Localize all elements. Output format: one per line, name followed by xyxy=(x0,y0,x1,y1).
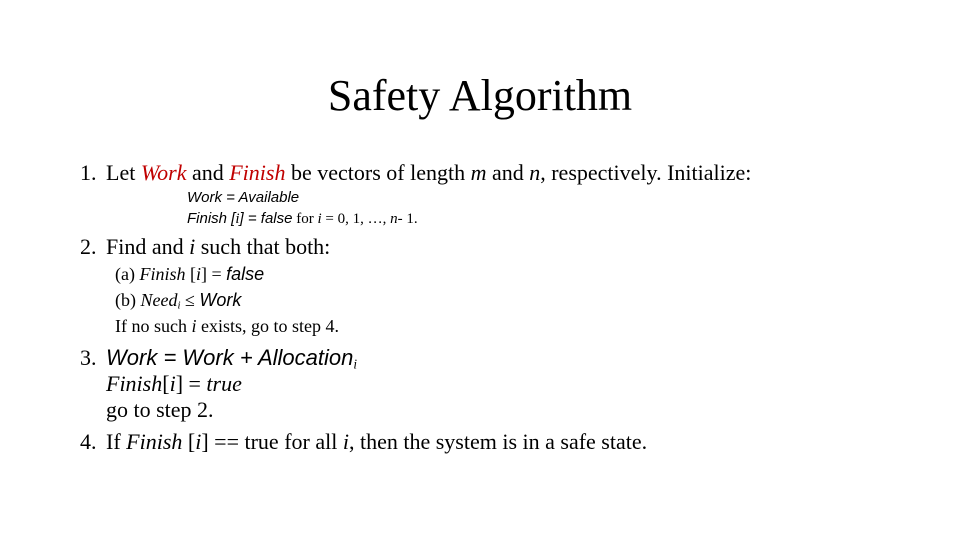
true-value: true xyxy=(206,371,242,396)
step-2-number: 2. xyxy=(80,234,97,259)
need-term: Need xyxy=(140,290,178,310)
step-4 xyxy=(80,429,647,455)
text: [ xyxy=(185,264,196,284)
finish-term: Finish xyxy=(126,429,183,454)
text: and xyxy=(186,160,230,185)
slide-title: Safety Algorithm xyxy=(327,71,633,120)
text: , then the system is in a safe state. xyxy=(348,429,648,454)
text: ] == true for all xyxy=(201,429,343,454)
work-equation: Work = Work + Allocation xyxy=(106,345,354,370)
text: = 0, 1, …, xyxy=(321,211,391,227)
text: be vectors of length xyxy=(285,160,471,185)
text: - 1. xyxy=(397,211,418,227)
text: Finish [ xyxy=(187,210,236,227)
text: If no such xyxy=(115,316,192,336)
finish-term: Finish xyxy=(106,371,163,396)
i-var: i xyxy=(235,211,240,227)
text: Find and xyxy=(106,234,190,259)
text: exists, go to step 4. xyxy=(196,316,339,336)
text: ] = false xyxy=(239,210,293,227)
work-term: Work xyxy=(199,290,242,310)
n-var: n xyxy=(390,211,398,227)
i-var: i xyxy=(196,264,202,284)
false-value: false xyxy=(226,264,265,284)
i-var: i xyxy=(191,316,197,336)
text: If xyxy=(106,429,127,454)
text: for xyxy=(292,211,318,227)
text: Let xyxy=(106,160,141,185)
step-1-init-finish xyxy=(187,210,418,228)
step-2 xyxy=(80,234,330,260)
finish-term: Finish xyxy=(229,160,286,185)
work-term: Work xyxy=(140,160,187,185)
text: [ xyxy=(182,429,196,454)
text: ] = xyxy=(175,371,207,396)
step-3-line-3 xyxy=(106,397,214,423)
need-subscript: i xyxy=(177,299,181,312)
m-var: m xyxy=(470,160,487,185)
step-2a xyxy=(115,264,264,285)
text: go to step 2. xyxy=(106,397,214,422)
text: and xyxy=(486,160,530,185)
step-1-init-work xyxy=(187,189,299,207)
label-b: (b) xyxy=(115,290,141,310)
step-2c xyxy=(115,316,339,337)
allocation-subscript: i xyxy=(353,356,358,372)
step-3-number: 3. xyxy=(80,345,97,370)
text: , respectively. Initialize: xyxy=(540,160,752,185)
le-symbol: ≤ xyxy=(180,290,200,310)
i-var: i xyxy=(189,234,196,259)
label-a: (a) xyxy=(115,264,140,284)
i-var: i xyxy=(317,211,322,227)
init-work-text: Work = Available xyxy=(187,189,300,206)
text: such that both: xyxy=(195,234,331,259)
step-1 xyxy=(80,160,751,186)
text: ] = xyxy=(201,264,227,284)
step-3-line-2 xyxy=(106,371,242,397)
i-var: i xyxy=(342,429,349,454)
i-var: i xyxy=(195,429,202,454)
step-4-number: 4. xyxy=(80,429,97,454)
n-var: n xyxy=(529,160,541,185)
i-var: i xyxy=(169,371,176,396)
finish-term: Finish xyxy=(139,264,186,284)
step-3 xyxy=(80,345,357,372)
text: [ xyxy=(162,371,170,396)
step-1-number: 1. xyxy=(80,160,97,185)
step-2b xyxy=(115,290,241,312)
